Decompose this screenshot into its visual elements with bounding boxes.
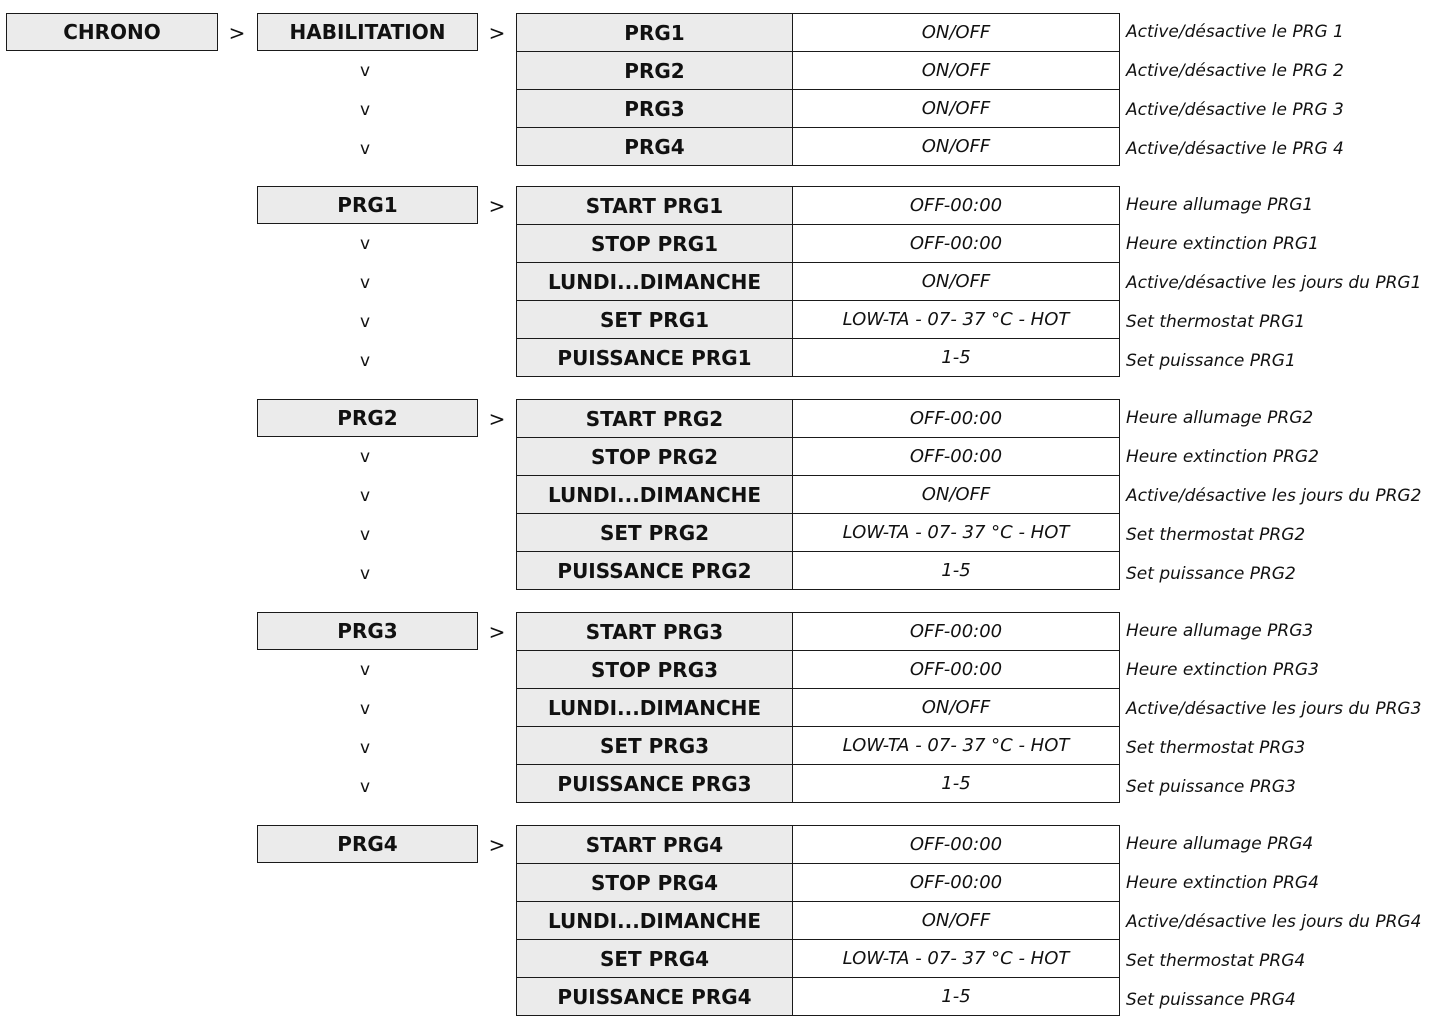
parameter-table [516, 399, 1120, 590]
root-menu-label: CHRONO [63, 20, 161, 44]
table-row [517, 613, 1120, 651]
parameter-description: Heure extinction PRG2 [1126, 447, 1319, 467]
down-marker: v [359, 777, 371, 797]
parameter-table [516, 13, 1120, 166]
table-row [517, 765, 1120, 803]
table-row [517, 263, 1120, 301]
down-marker: v [359, 660, 371, 680]
parameter-value: 1-5 [793, 339, 1120, 377]
submenu-arrow: > [488, 194, 506, 218]
parameter-name: START PRG4 [517, 826, 793, 864]
parameter-description: Heure extinction PRG3 [1126, 660, 1319, 680]
parameter-description: Set thermostat PRG3 [1126, 738, 1306, 758]
down-marker: v [359, 564, 371, 584]
down-marker: v [359, 486, 371, 506]
parameter-description: Set thermostat PRG4 [1126, 951, 1306, 971]
table-row [517, 339, 1120, 377]
table-row [517, 438, 1120, 476]
table-row [517, 514, 1120, 552]
parameter-name: PRG3 [517, 90, 793, 128]
parameter-table [516, 612, 1120, 803]
parameter-value: OFF-00:00 [793, 187, 1120, 225]
submenu-box [257, 13, 478, 51]
parameter-name: START PRG2 [517, 400, 793, 438]
parameter-name: STOP PRG2 [517, 438, 793, 476]
parameter-value: OFF-00:00 [793, 651, 1120, 689]
parameter-name: PUISSANCE PRG2 [517, 552, 793, 590]
parameter-value: ON/OFF [793, 902, 1120, 940]
table-row [517, 187, 1120, 225]
parameter-value: ON/OFF [793, 90, 1120, 128]
down-marker: v [359, 447, 371, 467]
down-marker: v [359, 273, 371, 293]
parameter-description: Heure allumage PRG4 [1126, 834, 1314, 854]
parameter-name: SET PRG4 [517, 940, 793, 978]
parameter-table [516, 825, 1120, 1016]
parameter-value: ON/OFF [793, 52, 1120, 90]
parameter-description: Active/désactive les jours du PRG2 [1126, 486, 1422, 506]
table-row [517, 651, 1120, 689]
parameter-value: LOW-TA - 07- 37 °C - HOT [793, 301, 1120, 339]
parameter-name: PRG1 [517, 14, 793, 52]
down-marker: v [359, 100, 371, 120]
parameter-name: SET PRG3 [517, 727, 793, 765]
table-row [517, 727, 1120, 765]
parameter-value: ON/OFF [793, 263, 1120, 301]
down-marker: v [359, 351, 371, 371]
parameter-description: Active/désactive le PRG 4 [1126, 139, 1344, 159]
parameter-value: OFF-00:00 [793, 613, 1120, 651]
down-marker: v [359, 139, 371, 159]
parameter-description: Active/désactive les jours du PRG3 [1126, 699, 1422, 719]
submenu-label: PRG2 [337, 406, 398, 430]
parameter-value: LOW-TA - 07- 37 °C - HOT [793, 727, 1120, 765]
parameter-value: ON/OFF [793, 476, 1120, 514]
parameter-value: ON/OFF [793, 14, 1120, 52]
parameter-value: ON/OFF [793, 689, 1120, 727]
parameter-value: LOW-TA - 07- 37 °C - HOT [793, 940, 1120, 978]
parameter-name: PRG2 [517, 52, 793, 90]
table-row [517, 14, 1120, 52]
root-menu-box [6, 13, 218, 51]
parameter-description: Active/désactive les jours du PRG4 [1126, 912, 1422, 932]
parameter-description: Heure extinction PRG4 [1126, 873, 1319, 893]
parameter-description: Set puissance PRG3 [1126, 777, 1296, 797]
parameter-value: 1-5 [793, 552, 1120, 590]
parameter-value: OFF-00:00 [793, 225, 1120, 263]
parameter-description: Active/désactive le PRG 2 [1126, 61, 1344, 81]
parameter-description: Active/désactive le PRG 3 [1126, 100, 1344, 120]
parameter-description: Heure allumage PRG3 [1126, 621, 1314, 641]
parameter-value: OFF-00:00 [793, 400, 1120, 438]
parameter-description: Set thermostat PRG2 [1126, 525, 1306, 545]
down-marker: v [359, 312, 371, 332]
parameter-description: Active/désactive les jours du PRG1 [1126, 273, 1422, 293]
submenu-label: PRG3 [337, 619, 398, 643]
down-marker: v [359, 699, 371, 719]
submenu-box [257, 399, 478, 437]
root-arrow: > [228, 21, 246, 45]
parameter-value: ON/OFF [793, 128, 1120, 166]
parameter-description: Heure allumage PRG2 [1126, 408, 1314, 428]
table-row [517, 864, 1120, 902]
table-row [517, 476, 1120, 514]
submenu-arrow: > [488, 21, 506, 45]
parameter-name: LUNDI...DIMANCHE [517, 902, 793, 940]
parameter-name: PUISSANCE PRG1 [517, 339, 793, 377]
parameter-name: START PRG3 [517, 613, 793, 651]
parameter-value: 1-5 [793, 765, 1120, 803]
submenu-label: HABILITATION [289, 20, 446, 44]
down-marker: v [359, 525, 371, 545]
table-row [517, 225, 1120, 263]
submenu-label: PRG1 [337, 193, 398, 217]
parameter-name: STOP PRG4 [517, 864, 793, 902]
submenu-arrow: > [488, 620, 506, 644]
table-row [517, 902, 1120, 940]
parameter-name: PUISSANCE PRG3 [517, 765, 793, 803]
parameter-value: OFF-00:00 [793, 438, 1120, 476]
parameter-description: Set puissance PRG2 [1126, 564, 1296, 584]
table-row [517, 826, 1120, 864]
submenu-box [257, 186, 478, 224]
parameter-description: Heure extinction PRG1 [1126, 234, 1319, 254]
down-marker: v [359, 61, 371, 81]
parameter-name: LUNDI...DIMANCHE [517, 263, 793, 301]
parameter-description: Set puissance PRG4 [1126, 990, 1296, 1010]
parameter-description: Heure allumage PRG1 [1126, 195, 1314, 215]
parameter-name: PRG4 [517, 128, 793, 166]
parameter-name: STOP PRG1 [517, 225, 793, 263]
table-row [517, 301, 1120, 339]
parameter-name: LUNDI...DIMANCHE [517, 689, 793, 727]
down-marker: v [359, 738, 371, 758]
parameter-table [516, 186, 1120, 377]
parameter-value: OFF-00:00 [793, 864, 1120, 902]
parameter-name: START PRG1 [517, 187, 793, 225]
table-row [517, 400, 1120, 438]
submenu-box [257, 612, 478, 650]
table-row [517, 128, 1120, 166]
parameter-name: SET PRG1 [517, 301, 793, 339]
submenu-label: PRG4 [337, 832, 398, 856]
parameter-value: 1-5 [793, 978, 1120, 1016]
submenu-arrow: > [488, 833, 506, 857]
parameter-value: OFF-00:00 [793, 826, 1120, 864]
table-row [517, 689, 1120, 727]
table-row [517, 90, 1120, 128]
parameter-name: PUISSANCE PRG4 [517, 978, 793, 1016]
down-marker: v [359, 234, 371, 254]
parameter-name: SET PRG2 [517, 514, 793, 552]
table-row [517, 978, 1120, 1016]
parameter-value: LOW-TA - 07- 37 °C - HOT [793, 514, 1120, 552]
table-row [517, 52, 1120, 90]
parameter-description: Set thermostat PRG1 [1126, 312, 1306, 332]
parameter-name: STOP PRG3 [517, 651, 793, 689]
parameter-description: Set puissance PRG1 [1126, 351, 1296, 371]
submenu-arrow: > [488, 407, 506, 431]
submenu-box [257, 825, 478, 863]
parameter-name: LUNDI...DIMANCHE [517, 476, 793, 514]
table-row [517, 552, 1120, 590]
parameter-description: Active/désactive le PRG 1 [1126, 22, 1344, 42]
table-row [517, 940, 1120, 978]
